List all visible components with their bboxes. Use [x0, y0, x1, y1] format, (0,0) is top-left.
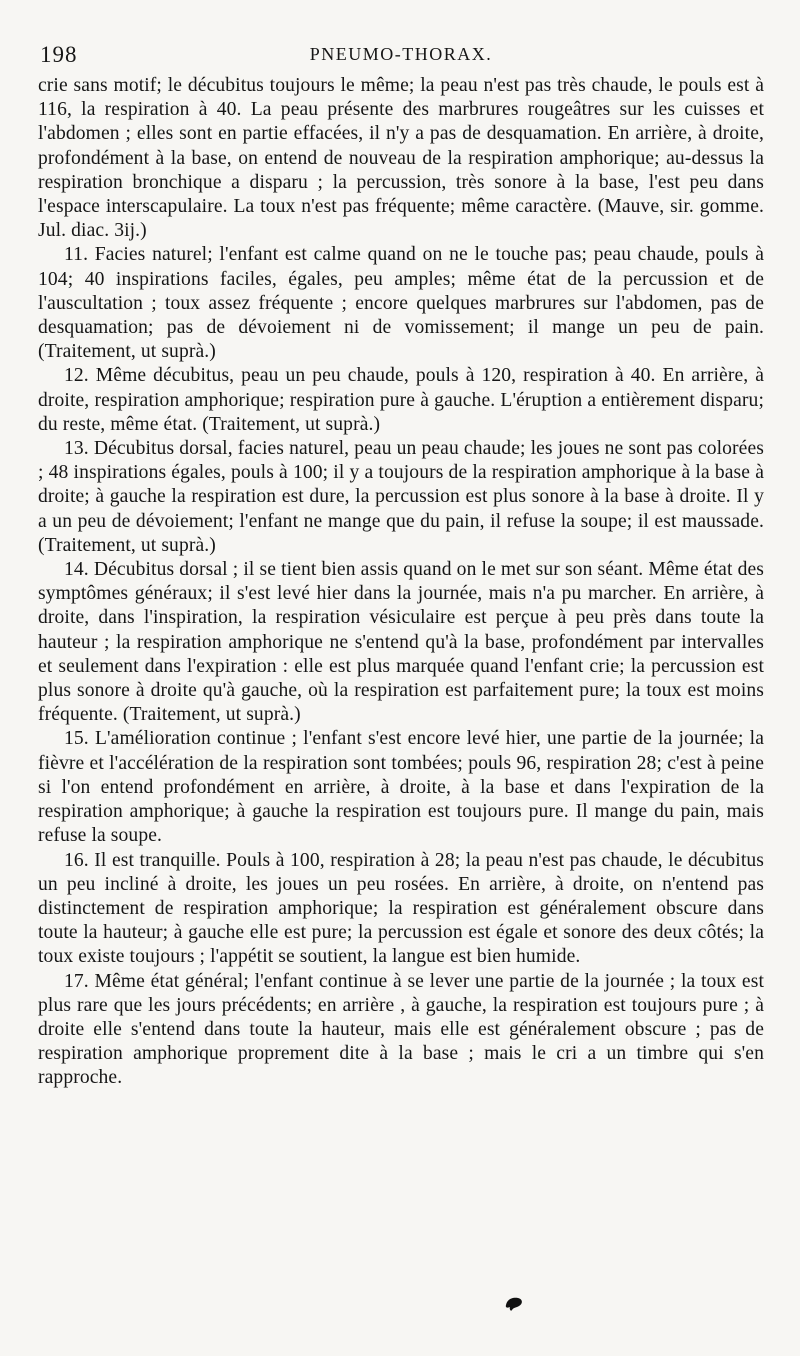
ink-blot-mark: [504, 1296, 524, 1312]
running-title: PNEUMO-THORAX.: [309, 44, 493, 64]
paragraph-day-12: 12. Même décubitus, peau un peu chaude, pouls à 120, respiration à 40. En arrière, à droite, respiration amphorique; respiration pure à gauche. L'éruption a entièrement disparu; du reste, même état. (Traitement, ut suprà.): [38, 365, 764, 435]
paragraph-day-16: 16. Il est tranquille. Pouls à 100, respiration à 28; la peau n'est pas chaude, le décubitus un peu incliné à droite, les joues un peu rosées. En arrière, à droite, on n'entend pas distinctement de respiration amphorique; la respiration est généralement obscure dans toute la hauteur; à gauche elle est pure; la percussion est égale et sonore des deux côtés; la toux existe toujours ; l'appétit se soutient, la langue est bien humide.: [38, 849, 764, 968]
paragraph-day-14: 14. Décubitus dorsal ; il se tient bien assis quand on le met sur son séant. Même état des symptômes généraux; il s'est levé hier dans la journée, mais n'a pu marcher. En arrière, à droite, dans l'inspiration, la respiration vésiculaire est perçue à peu près dans toute la hauteur ; la respiration amphorique ne s'entend qu'à la base, profondément par intervalles et seulement dans l'expiration : elle est plus marquée quand l'enfant crie; la percussion est plus sonore à droite qu'à gauche, où la respiration est parfaitement pure; la toux est moins fréquente. (Traitement, ut suprà.): [38, 559, 764, 726]
paragraph-day-13: 13. Décubitus dorsal, facies naturel, peau un peau chaude; les joues ne sont pas colorées ; 48 inspirations égales, pouls à 100; il y a toujours de la respiration amphorique à la base à droite; à gauche la respiration est dure, la percussion est plus sonore à la base à droite. Il y a un peu de dévoiement; l'enfant ne mange que du pain, il refuse la soupe; il est maussade. (Traitement, ut suprà.): [38, 438, 764, 556]
page-header: [38, 36, 764, 66]
body-text: [38, 74, 764, 1091]
paragraph-continuation: crie sans motif; le décubitus toujours le même; la peau n'est pas très chaude, le pouls est à 116, la respiration à 40. La peau présente des marbrures rougeâtres sur les cuisses et l'abdomen ; elles sont en partie effacées, il n'y a pas de desquamation. En arrière, à droite, profondément à la base, on entend de nouveau de la respiration amphorique; au-dessus la respiration bronchique a disparu ; la percussion, très sonore à la base, l'est peu dans l'espace interscapulaire. La toux n'est pas fréquente; même caractère. (Mauve, sir. gomme. Jul. diac. 3ij.): [38, 75, 764, 242]
paragraph-day-17: 17. Même état général; l'enfant continue à se lever une partie de la journée ; la toux est plus rare que les jours précédents; en arrière , à gauche, la respiration est toujours pure ; à droite elle s'entend dans toute la hauteur, mais elle est généralement obscure ; pas de respiration amphorique proprement dite à la base ; mais le cri a un timbre qui s'en rapproche.: [38, 970, 764, 1089]
paragraph-day-11: 11. Facies naturel; l'enfant est calme quand on ne le touche pas; peau chaude, pouls à 104; 40 inspirations faciles, égales, peu amples; même état de la percussion et de l'auscultation ; toux assez fréquente ; encore quelques marbrures sur l'abdomen, pas de desquamation; pas de dévoiement ni de vomissement; il mange un peu de pain. (Traitement, ut suprà.): [38, 244, 764, 363]
paragraph-day-15: 15. L'amélioration continue ; l'enfant s'est encore levé hier, une partie de la journée; la fièvre et l'accélération de la respiration sont tombées; pouls 96, respiration 28; c'est à peine si l'on entend profondément en arrière, à droite, à la base et dans l'expiration de la respiration amphorique; à gauche la respiration est toujours pure. Il mange du pain, mais refuse la soupe.: [38, 728, 764, 847]
page-number: 198: [40, 42, 78, 67]
